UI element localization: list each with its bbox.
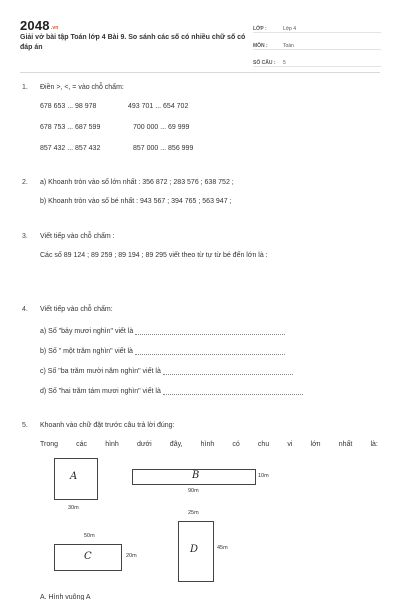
question-number: 2. [22, 179, 28, 186]
meta-value: Lớp 4 [283, 26, 297, 32]
meta-value: Toán [283, 43, 294, 49]
logo-text: 2048 [20, 18, 50, 33]
header-divider [20, 72, 380, 73]
dimension-label: 20m [126, 553, 137, 559]
meta-row-count [253, 52, 381, 67]
compare-item: 700 000 ... 69 999 [133, 124, 190, 131]
question-part-b: b) Khoanh tròn vào số bé nhất : 943 567 ; 394 765 ; 563 947 ; [40, 198, 232, 205]
compare-item: 678 653 ... 98 978 [40, 103, 97, 110]
dimension-label: 30m [68, 505, 79, 511]
fill-item-label: d) Số "hai trăm tám mươi nghìn" viết là [40, 388, 161, 395]
figure-label: A [70, 471, 78, 482]
figure-label: B [192, 470, 200, 481]
word: hình [200, 441, 215, 448]
meta-table [253, 18, 381, 69]
dimension-label: 90m [188, 488, 199, 494]
word: lớn [310, 441, 321, 448]
answer-blank[interactable] [135, 327, 285, 335]
figure-square-a [54, 458, 98, 500]
fill-item-b [40, 347, 285, 355]
word: nhất [338, 441, 353, 448]
word: có [232, 441, 240, 448]
site-logo[interactable] [20, 18, 59, 33]
word: vi [287, 441, 293, 448]
dimension-label: 10m [258, 473, 269, 479]
logo-suffix: .vn [50, 25, 59, 31]
word: Trong [40, 441, 59, 448]
question-text: Viết tiếp vào chỗ chấm: [40, 306, 113, 313]
header [0, 0, 400, 70]
compare-item: 493 701 ... 654 702 [128, 103, 189, 110]
question-text: Viết tiếp vào chỗ chấm : [40, 233, 115, 240]
meta-label: MÔN : [253, 43, 268, 49]
fill-item-label: c) Số "ba trăm mười năm nghìn" viết là [40, 368, 161, 375]
figure-rectangle-d [178, 521, 214, 582]
word: dưới [136, 441, 152, 448]
fill-item-a [40, 327, 285, 335]
question-sentence [40, 441, 378, 448]
word: các [76, 441, 88, 448]
figure-label: D [190, 544, 199, 555]
dimension-label: 25m [188, 510, 199, 516]
fill-item-c [40, 367, 293, 375]
meta-row-subject [253, 35, 381, 50]
question-text: Điền >, <, = vào chỗ chấm: [40, 84, 124, 91]
question-number: 3. [22, 233, 28, 240]
compare-item: 857 432 ... 857 432 [40, 145, 101, 152]
question-number: 1. [22, 84, 28, 91]
question-line: Các số 89 124 ; 89 259 ; 89 194 ; 89 295 viết theo từ tự từ bé đến lớn là : [40, 252, 268, 259]
word: hình [105, 441, 119, 448]
word: đây, [169, 441, 183, 448]
meta-label: SỐ CÂU : [253, 60, 276, 66]
figure-rectangle-b [132, 469, 256, 485]
answer-blank[interactable] [135, 347, 285, 355]
answer-option-a[interactable]: A. Hình vuông A [40, 594, 91, 600]
question-number: 4. [22, 306, 28, 313]
meta-row-class [253, 18, 381, 33]
question-text: Khoanh vào chữ đặt trước câu trả lời đúng: [40, 422, 175, 429]
compare-item: 678 753 ... 687 599 [40, 124, 101, 131]
dimension-label: 45m [217, 545, 228, 551]
document-title: Giải vở bài tập Toán lớp 4 Bài 9. So sánh các số có nhiều chữ số có đáp án [20, 34, 246, 51]
compare-item: 857 000 ... 856 999 [133, 145, 194, 152]
question-number: 5. [22, 422, 28, 429]
figure-rectangle-c [54, 544, 122, 571]
answer-blank[interactable] [163, 387, 303, 395]
meta-label: LỚP : [253, 26, 267, 32]
fill-item-d [40, 387, 303, 395]
question-part-a: a) Khoanh tròn vào số lớn nhất : 356 872 ; 283 576 ; 638 752 ; [40, 179, 234, 186]
meta-value: 5 [283, 60, 286, 66]
fill-item-label: b) Số " một trăm nghìn" viết là [40, 348, 133, 355]
word: là: [370, 441, 378, 448]
word: chu [257, 441, 270, 448]
answer-blank[interactable] [163, 367, 293, 375]
fill-item-label: a) Số "bảy mươi nghìn" viết là [40, 328, 134, 335]
dimension-label: 50m [84, 533, 95, 539]
figure-label: C [84, 551, 92, 562]
